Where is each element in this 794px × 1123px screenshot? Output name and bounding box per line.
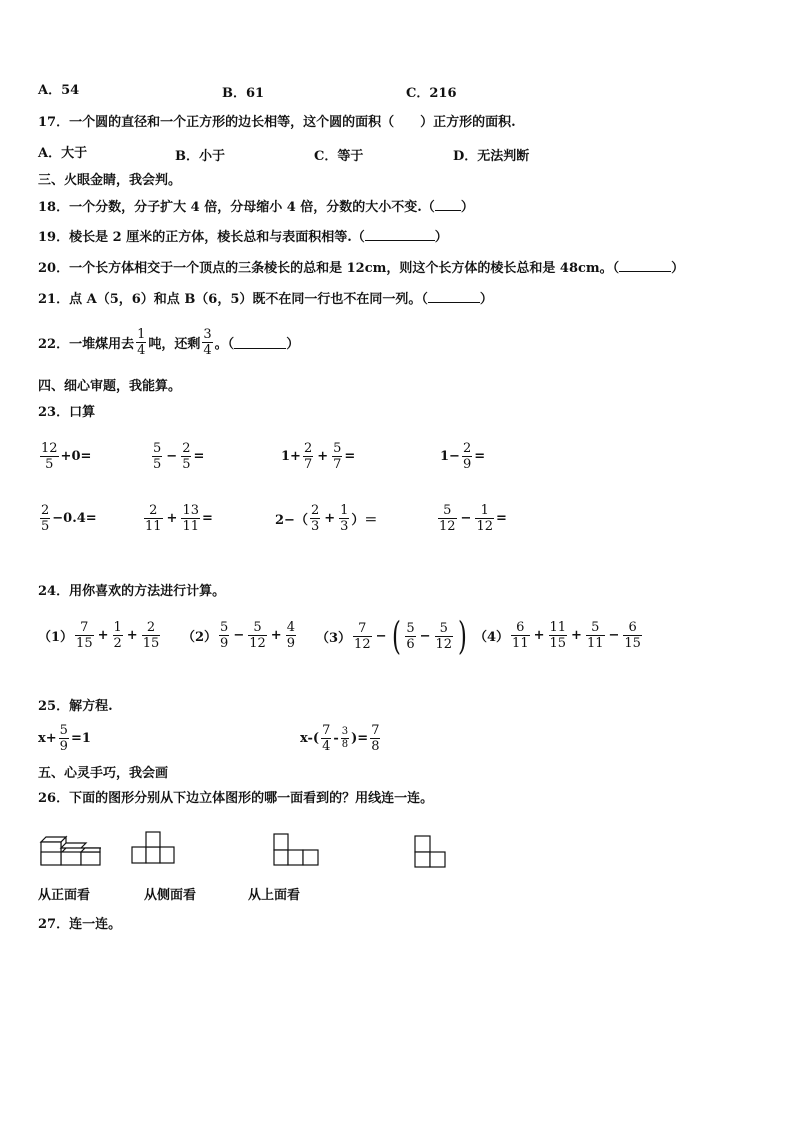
q17-option-d: D．无法判断: [453, 149, 530, 164]
q23-r2c3: 2−（ $\frac{2}{3}$ + $\frac{1}{3}$ ）＝: [275, 503, 378, 534]
q24-problem-1: （1） $\frac{7}{15}$ + $\frac{1}{2}$ + $\frac{2}{15}$: [38, 620, 160, 651]
q25-title: 25．解方程.: [38, 699, 113, 714]
view-top-shape: [413, 834, 447, 870]
q18-question: 18．一个分数，分子扩大 4 倍，分母缩小 4 倍，分数的大小不变.（ ）: [38, 200, 474, 215]
q23-r2c1: $\frac{2}{5}$ −0.4=: [41, 503, 97, 534]
q22-fraction-left: $\frac{3}{4}$: [203, 327, 212, 358]
view-front-shape: [130, 830, 176, 866]
q23-r2c2: $\frac{2}{11}$ + $\frac{13}{11}$ =: [145, 503, 213, 534]
q23-title: 23．口算: [38, 405, 96, 420]
caption-top-view: 从上面看: [248, 888, 301, 903]
q16-option-c: C．216: [406, 86, 457, 101]
section-3-heading: 三、火眼金睛，我会判。: [38, 173, 182, 188]
q20-question: 20．一个长方体相交于一个顶点的三条棱长的总和是 12cm，则这个长方体的棱长总和是 48cm。（ ）: [38, 261, 685, 276]
q22-answer-blank[interactable]: [234, 336, 286, 349]
q16-option-a: A．54: [38, 83, 80, 98]
q17-option-b: B．小于: [175, 149, 225, 164]
q26-title: 26．下面的图形分别从下边立体图形的哪一面看到的？用线连一连。: [38, 791, 434, 806]
q21-question: 21．点 A（5，6）和点 B（6，5）既不在同一行也不在同一列。（ ）: [38, 292, 493, 307]
section-4-heading: 四、细心审题，我能算。: [38, 379, 182, 394]
q22-question: 22．一堆煤用去 $\frac{1}{4}$ 吨，还剩 $\frac{3}{4}$ 。（ ）: [38, 327, 300, 358]
q21-answer-blank[interactable]: [428, 290, 480, 303]
q17-question: 17．一个圆的直径和一个正方形的边长相等，这个圆的面积（ ）正方形的面积.: [38, 115, 516, 130]
q23-r2c4: $\frac{5}{12}$ − $\frac{1}{12}$ =: [439, 503, 507, 534]
q25-equation-2: x-( $\frac{7}{4}$ - $\frac{3}{8}$ )= $\frac{7}{8}$: [300, 723, 380, 754]
q20-answer-blank[interactable]: [619, 259, 671, 272]
q25-equation-1: x+ $\frac{5}{9}$ =1: [38, 723, 91, 754]
q23-r1c4: 1− $\frac{2}{9}$ =: [440, 441, 486, 472]
q17-option-a: A．大于: [38, 146, 88, 161]
q24-problem-3: （3） $\frac{7}{12}$ − ( $\frac{5}{6}$ − $\frac{5}{12}$ ): [316, 614, 467, 658]
q18-answer-blank[interactable]: [435, 198, 461, 211]
q19-question: 19．棱长是 2 厘米的正方体，棱长总和与表面积相等.（ ）: [38, 230, 448, 245]
q24-title: 24．用你喜欢的方法进行计算。: [38, 584, 226, 599]
q19-answer-blank[interactable]: [365, 228, 435, 241]
caption-front-view: 从正面看: [38, 888, 91, 903]
view-side-shape: [272, 832, 320, 868]
q24-problem-4: （4） $\frac{6}{11}$ + $\frac{11}{15}$ + $\frac{5}{11}$ − $\frac{6}{15}$: [474, 620, 641, 651]
q23-r1c2: $\frac{5}{5}$ − $\frac{2}{5}$ =: [153, 441, 205, 472]
caption-side-view: 从侧面看: [144, 888, 197, 903]
q24-problem-2: （2） $\frac{5}{9}$ − $\frac{5}{12}$ + $\frac{4}{9}$: [182, 620, 295, 651]
q23-r1c1: $\frac{12}{5}$ +0=: [41, 441, 92, 472]
q22-fraction-used: $\frac{1}{4}$: [137, 327, 146, 358]
q16-option-b: B．61: [222, 86, 265, 101]
q23-r1c3: 1+ $\frac{2}{7}$ + $\frac{5}{7}$ =: [281, 441, 356, 472]
q17-option-c: C．等于: [314, 149, 364, 164]
section-5-heading: 五、心灵手巧，我会画: [38, 766, 169, 781]
solid-figure: [38, 826, 102, 868]
q27-title: 27．连一连。: [38, 917, 122, 932]
